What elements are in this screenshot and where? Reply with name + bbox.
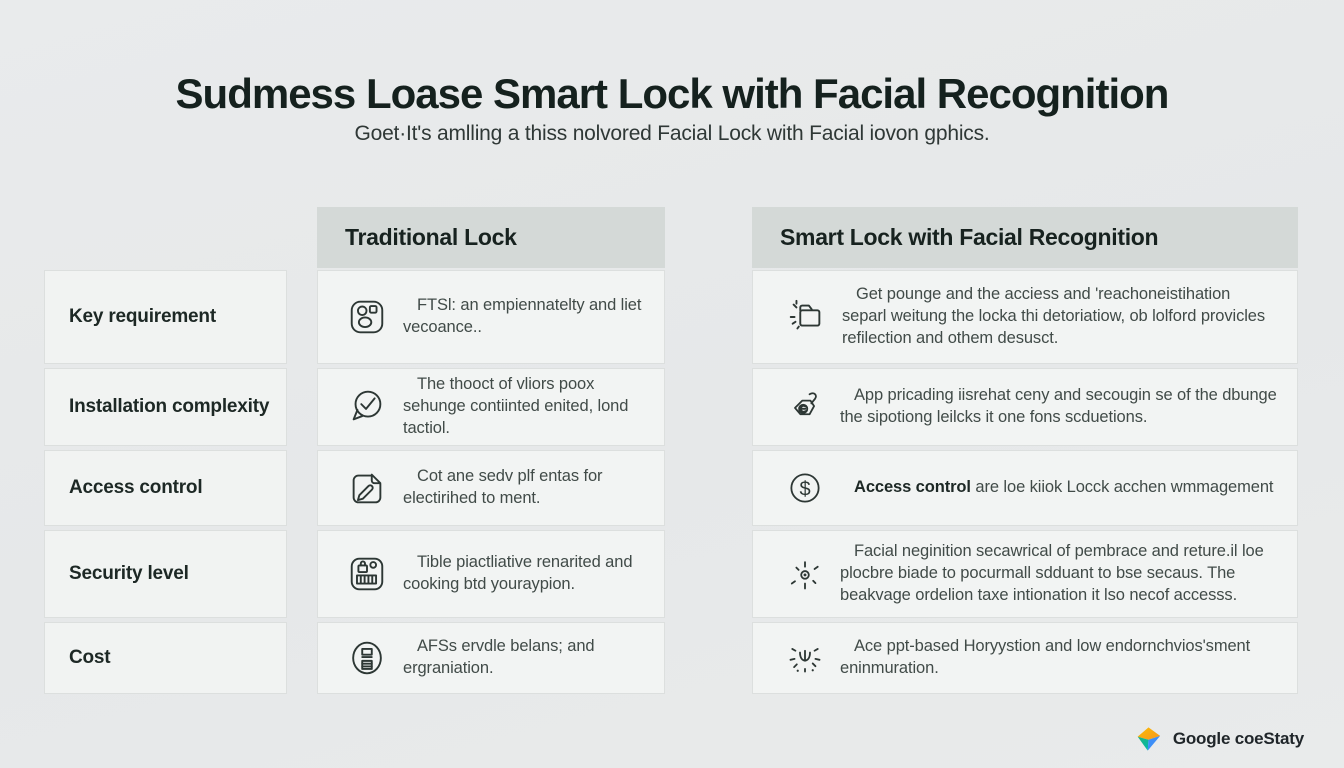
lock-keypad-icon — [346, 553, 388, 595]
brand-logo — [1133, 722, 1304, 756]
cell-smart-cost — [752, 622, 1298, 694]
cell-smart-key-requirement — [752, 270, 1298, 364]
cell-smart-installation-complexity — [752, 368, 1298, 446]
cell-text: FTSl: an empiennatelty and liet vecoance.. — [403, 296, 642, 336]
row-label-security-level: Security level — [44, 530, 287, 618]
cell-text: Access control are loe kiiok Locck acchen wmmagement — [854, 478, 1274, 497]
cell-traditional-access-control — [317, 450, 665, 526]
svg-text:$: $ — [799, 478, 811, 501]
row-label-installation-complexity: Installation complexity — [44, 368, 287, 446]
cell-text: Facial neginition secawrical of pembrace and reture.il loe plocbre biade to pocurmall sdduant to bse secaus. The beakvage ordelion taxe intionation it lso necof accesss. — [840, 542, 1264, 604]
column-header-traditional-label: Traditional Lock — [345, 224, 517, 250]
dollar-circle-icon — [785, 468, 825, 508]
page-title: Sudmess Loase Smart Lock with Facial Recognition — [175, 70, 1169, 117]
folder-sparkle-icon — [785, 296, 827, 338]
column-header-smart-label: Smart Lock with Facial Recognition — [780, 224, 1159, 250]
cell-traditional-cost — [317, 622, 665, 694]
column-header-traditional — [317, 207, 665, 268]
cell-traditional-installation-complexity — [317, 368, 665, 446]
cell-traditional-key-requirement — [317, 270, 665, 364]
row-label-access-control: Access control — [44, 450, 287, 526]
hand-coin-icon — [785, 387, 825, 427]
cell-text: App pricading iisrehat ceny and secougin se of the dbunge the sipotiong leilcks it one fons scduetions. — [840, 386, 1277, 426]
cell-traditional-security-level — [317, 530, 665, 618]
scan-target-icon — [785, 554, 825, 594]
keypad-lock-icon — [346, 296, 388, 338]
brand-name: Google coeStaty — [1172, 729, 1304, 748]
check-bubble-icon — [346, 386, 388, 428]
cell-text: AFSs ervdle belans; and ergraniation. — [403, 637, 595, 677]
cell-smart-access-control — [752, 450, 1298, 526]
edit-note-icon — [346, 467, 388, 509]
row-label-cost: Cost — [44, 622, 287, 694]
column-header-smart — [752, 207, 1298, 268]
cell-text: Cot ane sedv plf entas for electirihed to ment. — [403, 467, 603, 507]
cell-text: Tible piactliative renarited and cooking btd youraypion. — [403, 553, 633, 593]
cell-text: Ace ppt-based Horyystion and low endornchvios'sment eninmuration. — [840, 637, 1251, 677]
brand-gem-icon — [1133, 725, 1164, 753]
cell-text: The thooct of vliors poox sehunge contiinted enited, lond tactiol. — [403, 375, 629, 437]
row-label-key-requirement: Key requirement — [44, 270, 287, 364]
cell-text: Get pounge and the acciess and 'reachoneistihation separl weitung the locka thi detoriatiow, ob lolford provicles refilection and othem desusct. — [842, 285, 1266, 347]
page-subtitle: Goet·It's amlling a thiss nolvored Facial Lock with Facial iovon gphics. — [354, 122, 990, 145]
cell-smart-security-level — [752, 530, 1298, 618]
burst-icon — [785, 638, 825, 678]
coin-stack-icon — [346, 637, 388, 679]
cell-bold-text: Access control — [854, 478, 976, 497]
